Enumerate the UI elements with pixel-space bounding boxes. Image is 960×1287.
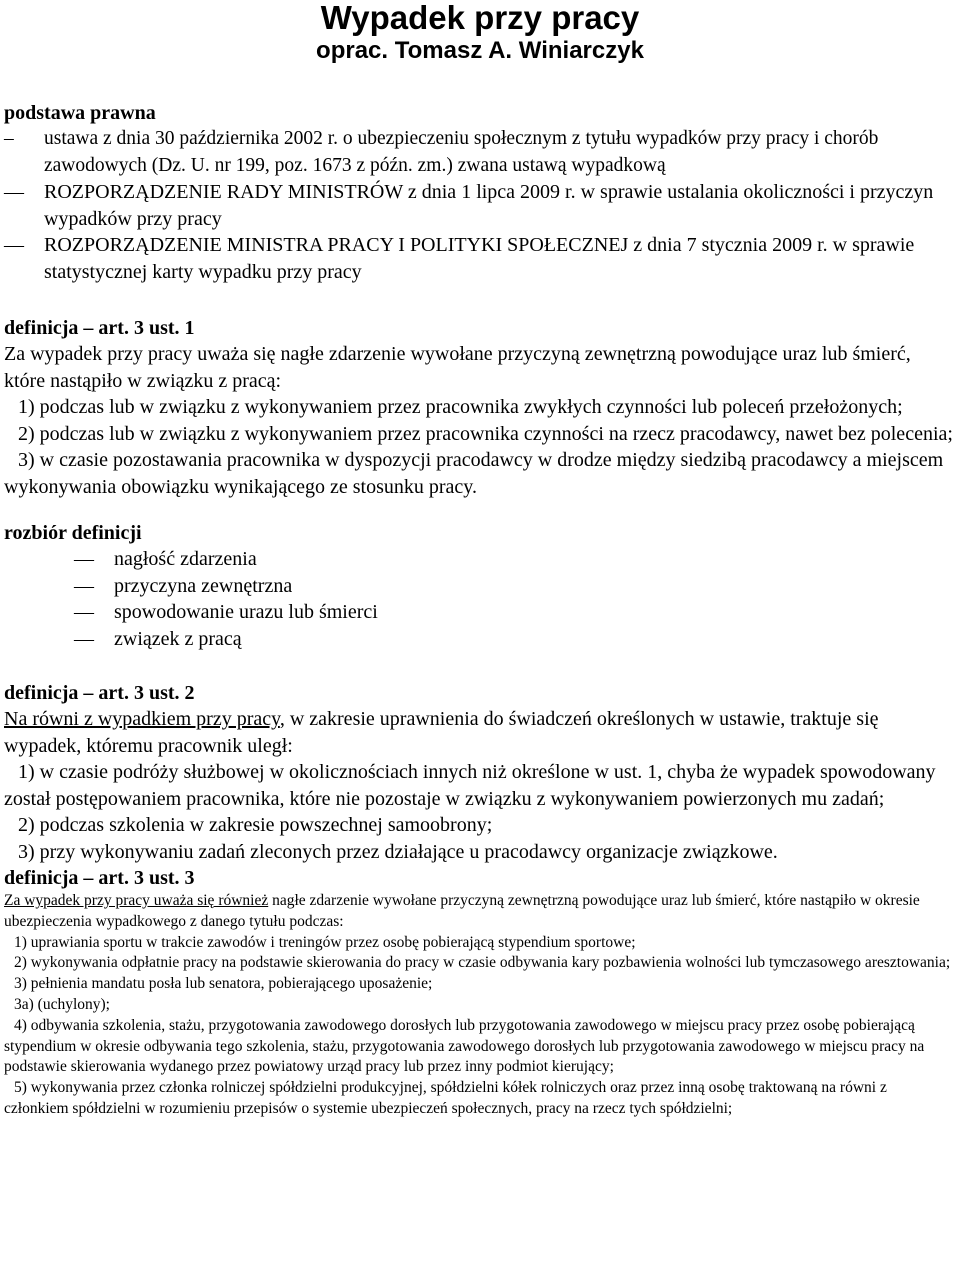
def1-intro: Za wypadek przy pracy uważa się nagłe zdarzenie wywołane przyczyną zewnętrzną powodujące uraz lub śmierć, które nastąpiło w związku z pracą: [4, 343, 911, 392]
document-title: Wypadek przy pracy [320, 0, 640, 36]
def3-intro-underlined: Za wypadek przy pracy uważa się również [4, 892, 269, 909]
dash-bullet: — [74, 601, 94, 623]
def3-intro [4, 891, 954, 933]
def1-item: 2) podczas lub w związku z wykonywaniem przez pracownika czynności na rzecz pracodawcy, nawet bez polecenia; [18, 422, 953, 445]
def3-heading: definicja – art. 3 ust. 3 [4, 867, 195, 889]
analysis-item-text: nagłość zdarzenia [114, 548, 257, 570]
def1-item: 3) w czasie pozostawania pracownika w dyspozycji pracodawcy w drodze między siedzibą pracodawcy a miejscem wykonywania obowiązku wynikającego ze stosunku pracy. [4, 449, 944, 498]
def2-heading: definicja – art. 3 ust. 2 [4, 682, 195, 704]
legal-basis-text: ustawa z dnia 30 października 2002 r. o ubezpieczeniu społecznym z tytułu wypadków przy pracy i chorób zawodowych (Dz. U. nr 199, poz. 1673 z późn. zm.) zwana ustawą wypadkową [44, 128, 879, 176]
legal-basis-item [4, 232, 956, 285]
list-item [4, 546, 956, 573]
def3-intro-rest: nagłe zdarzenie wywołane przyczyną zewnętrzną powodujące uraz lub śmierć, które nastąpiło w okresie ubezpieczenia wypadkowego z danego tytułu podczas: [4, 892, 920, 930]
def2-intro-rest: , w zakresie uprawnienia do świadczeń określonych w ustawie, traktuje się wypadek, któremu pracownik uległ: [4, 708, 879, 757]
legal-basis-item [4, 126, 956, 179]
def3-item: 1) uprawiania sportu w trakcie zawodów i treningów przez osobę pobierającą stypendium sportowe; [14, 933, 636, 951]
analysis-item-text: spowodowanie urazu lub śmierci [114, 601, 378, 623]
dash-bullet: — [74, 548, 94, 570]
analysis-heading: rozbiór definicji [4, 522, 142, 544]
def2-intro [4, 706, 956, 759]
def2-intro-underlined: Na równi z wypadkiem przy pracy [4, 708, 280, 730]
legal-basis-text: ROZPORZĄDZENIE RADY MINISTRÓW z dnia 1 lipca 2009 r. w sprawie ustalania okoliczności i przyczyn wypadków przy pracy [44, 181, 934, 230]
def1-heading: definicja – art. 3 ust. 1 [4, 317, 195, 339]
document-author: oprac. Tomasz A. Winiarczyk [316, 37, 644, 64]
def2-item: 3) przy wykonywaniu zadań zleconych przez działające u pracodawcy organizacje związkowe. [18, 840, 778, 863]
legal-basis-heading: podstawa prawna [4, 102, 156, 124]
dash-bullet: — [74, 574, 94, 597]
def2-item: 2) podczas szkolenia w zakresie powszechnej samoobrony; [18, 814, 493, 836]
list-item [4, 573, 956, 600]
analysis-item-text: przyczyna zewnętrzna [114, 574, 293, 597]
title-block [0, 0, 960, 66]
def3-item: 3a) (uchylony); [14, 995, 110, 1013]
def2-item: 1) w czasie podróży służbowej w okolicznościach innych niż określone w ust. 1, chyba że wypadek spowodowany został postępowaniem pracownika, które nie pozostaje w związku z wykonywaniem powierzonych mu zadań; [4, 761, 936, 810]
def3-item: 4) odbywania szkolenia, stażu, przygotowania zawodowego dorosłych lub przygotowania zawodowego w miejscu pracy przez osobę pobierającą stypendium w okresie odbywania tego szkolenia, stażu, przygotowania zawodowego dorosłych lub przygotowania zawodowego w miejscu pracy na podstawie skierowania wydanego przez powiatowy urząd pracy lub przez inny podmiot kierujący; [4, 1016, 925, 1076]
def1-item: 1) podczas lub w związku z wykonywaniem przez pracownika zwykłych czynności lub poleceń przełożonych; [18, 396, 903, 418]
dash-bullet: — [4, 181, 24, 203]
def3-item: 2) wykonywania odpłatnie pracy na podstawie skierowania do pracy w czasie odbywania kary pozbawienia wolności lub tymczasowego aresztowania; [14, 954, 951, 972]
dash-bullet: – [4, 128, 14, 149]
analysis-item-text: związek z pracą [114, 627, 242, 650]
def3-item: 3) pełnienia mandatu posła lub senatora, pobierającego uposażenie; [14, 975, 433, 993]
dash-bullet: — [4, 234, 24, 256]
analysis-list [4, 546, 956, 652]
def3-item: 5) wykonywania przez członka rolniczej spółdzielni produkcyjnej, spółdzielni kółek rolniczych oraz przez inną osobę traktowaną na równi z członkiem spółdzielni w rozumieniu przepisów o systemie ubezpieczeń społecznych, pracy na rzecz tych spółdzielni; [4, 1079, 887, 1117]
list-item [4, 626, 956, 653]
dash-bullet: — [74, 627, 94, 650]
legal-basis-item [4, 179, 956, 232]
list-item [4, 599, 956, 626]
legal-basis-text: ROZPORZĄDZENIE MINISTRA PRACY I POLITYKI SPOŁECZNEJ z dnia 7 stycznia 2009 r. w sprawie statystycznej karty wypadku przy pracy [44, 234, 915, 283]
